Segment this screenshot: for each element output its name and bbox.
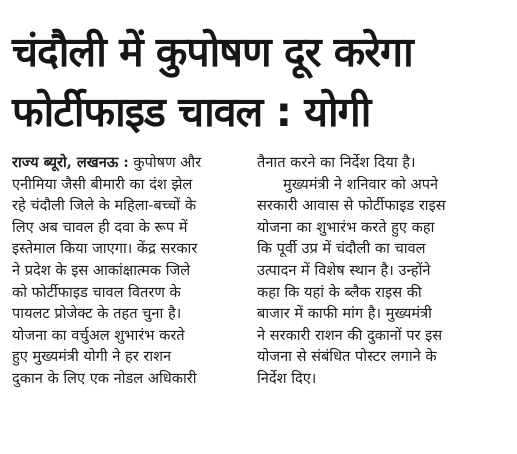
body-line: कि पूर्वी उप्र में चंदौली का चावल <box>257 240 426 258</box>
body-line: तैनात करने का निर्देश दिया है। <box>257 154 416 171</box>
body-line: योजना से संबंधित पोस्टर लगाने के <box>257 348 437 366</box>
body-line: लिए अब चावल ही दवा के रूप में <box>12 218 188 236</box>
article-column-right <box>257 152 507 390</box>
headline <box>12 22 507 142</box>
body-line: दुकान के लिए एक नोडल अधिकारी <box>12 369 197 387</box>
body-line <box>12 152 244 174</box>
body-line-text: मुख्यमंत्री ने शनिवार को अपने <box>283 175 439 193</box>
body-line-text: कुपोषण और <box>133 154 202 171</box>
body-line: एनीमिया जैसी बीमारी का दंश झेल <box>12 175 193 193</box>
body-line: योजना का शुभारंभ करते हुए कहा <box>257 218 435 236</box>
dateline: राज्य ब्यूरो, लखनऊ : <box>12 154 129 171</box>
body-line: पायलट प्रोजेक्ट के तहत चुना है। <box>12 305 182 323</box>
body-line: को फोर्टीफाइड चावल वितरण के <box>12 283 181 301</box>
headline-line-2: फोर्टीफाइड चावल : योगी <box>12 88 371 136</box>
body-line: हुए मुख्यमंत्री योगी ने हर राशन <box>12 348 172 366</box>
body-line: ने सरकारी राशन की दुकानों पर इस <box>257 326 443 344</box>
body-line: बाजार में काफी मांग है। मुख्यमंत्री <box>257 305 432 323</box>
body-line <box>257 174 507 196</box>
body-line: उत्पादन में विशेष स्थान है। उन्होंने <box>257 261 431 279</box>
body-line: रहे चंदौली जिले के महिला-बच्चों के <box>12 197 197 215</box>
headline-line-1: चंदौली में कुपोषण दूर करेगा <box>12 28 413 76</box>
body-line: सरकारी आवास से फोर्टीफाइड राइस <box>257 197 446 215</box>
body-line: ने प्रदेश के इस आकांक्षात्मक जिले <box>12 261 191 279</box>
body-line: कहा कि यहां के ब्लैक राइस की <box>257 283 422 301</box>
body-line: इस्तेमाल किया जाएगा। केंद्र सरकार <box>12 240 198 258</box>
body-line: योजना का वर्चुअल शुभारंभ करते <box>12 326 185 344</box>
article-column-left <box>12 152 244 390</box>
body-line: निर्देश दिए। <box>257 369 317 387</box>
